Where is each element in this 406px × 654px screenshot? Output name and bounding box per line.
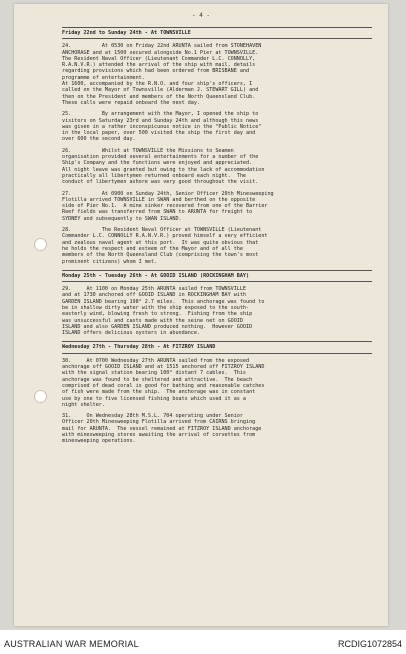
text-line: regarding provisions which had been ordered from BRISBANE and (62, 68, 250, 75)
text-line: comprised of dead coral is good for bathing and reasonable catches (62, 382, 265, 389)
text-line: 29. At 1100 on Monday 25th ARUNTA sailed from TOWNSVILLE (62, 286, 247, 293)
text-line: 28. The Resident Naval Officer at TOWNSVILLE (Lieutenant (62, 227, 262, 234)
text-line: Reef fields was transferred from SWAN to ARUNTA for freight to (62, 209, 253, 216)
paragraph (62, 227, 372, 265)
text-line: then on the President and members of the North Queensland Club. (62, 93, 256, 100)
page-number: - 4 - (191, 12, 211, 19)
text-line: he holds the respect and esteem of the Mayor and of all the (62, 245, 243, 252)
text-line: anchorage was found to be sheltered and attractive. The beach (62, 376, 253, 383)
text-line: was unsuccessful and casts made with the seine net on GOOID (62, 317, 243, 324)
paragraph (62, 413, 372, 444)
archive-footer (0, 630, 406, 654)
text-line: ANCHORAGE and at 1500 secured alongside No.1 Pier at TOWNSVILLE. (62, 49, 259, 56)
document-body (62, 24, 372, 450)
text-line: with minesweeping stores awaiting the arrival of corvettes from (62, 432, 256, 439)
paragraph (62, 148, 372, 186)
section-heading: Friday 22nd to Sunday 24th - At TOWNSVILLE (62, 27, 372, 39)
text-line: be in shallow dirty water with the ship exposed to the south- (62, 304, 250, 311)
section-heading: Monday 25th - Tuesday 26th - At GOOID ISLAND (ROCKINGHAM BAY) (62, 270, 372, 282)
text-line: anchorage off GOOID ISLAND and at 1515 anchored off FITZROY ISLAND (62, 364, 265, 371)
text-line: Flotilla arrived TOWNSVILLE in SWAN and berthed on the opposite (62, 196, 256, 203)
text-line: prominent citizens) whom I met. (62, 258, 158, 265)
text-line: At 1600, accompanied by the R.N.O. and four ship's officers, I (62, 81, 253, 88)
paragraph (62, 358, 372, 408)
document-page (14, 4, 388, 626)
text-line: visitors on Saturday 23rd and Sunday 24th and although this news (62, 117, 259, 124)
text-line: minesweeping operations. (62, 438, 136, 445)
text-line: and zealous naval agent at this port. It was quite obvious that (62, 239, 259, 246)
text-line: These calls were repaid onboard the next day. (62, 99, 201, 106)
text-line: and at 1730 anchored off GOOID ISLAND in ROCKINGHAM BAY with (62, 292, 247, 299)
text-line: All night leave was granted but owing to the lack of accommodation (62, 166, 265, 173)
text-line: practically all libertymen returned onboard each night. The (62, 172, 247, 179)
section-heading: Wednesday 27th - Thursday 28th - At FITZROY ISLAND (62, 341, 372, 353)
text-line: R.A.N.V.R.) attended the arrival of the ship with mail, details (62, 62, 256, 69)
text-line: 25. By arrangement with the Mayor, I opened the ship to (62, 111, 259, 118)
punch-hole (34, 390, 47, 403)
paragraph (62, 286, 372, 336)
text-line: The Resident Naval Officer (Lieutenant Commander L.C. CONNOLLY, (62, 55, 256, 62)
text-line: 26. Whilst at TOWNSVILLE the Missions to Seamen (62, 147, 234, 154)
text-line: Ship's Company and the functions were enjoyed and appreciated. (62, 160, 253, 167)
text-line: organisation provided several entertainments for a number of the (62, 154, 259, 161)
paragraph (62, 111, 372, 142)
text-line: side of Pier No.1. A mine sinker recovered from one of the Barrier (62, 203, 268, 210)
text-line: easterly wind, blowing fresh to strong. Fishing from the ship (62, 311, 253, 318)
text-line: 31. On Wednesday 28th M.S.L. 704 operating under Senior (62, 413, 243, 420)
text-line: of fish were made from the ship. The anchorage was in constant (62, 389, 256, 396)
text-line: 30. At 0700 Wednesday 27th ARUNTA sailed from the exposed (62, 357, 250, 364)
text-line: conduct of libertymen ashore was very good throughout the visit. (62, 179, 259, 186)
text-line: SYDNEY and subsequently to SWAN ISLAND. (62, 215, 182, 222)
text-line: Officer 20th Minesweeping Flotilla arrived from CAIRNS bringing (62, 419, 256, 426)
text-line: programme of entertainment. (62, 74, 145, 81)
punch-hole (34, 238, 47, 251)
text-line: ISLAND offers delicious oysters in abundance. (62, 330, 201, 337)
text-line: was given in a rather inconspicuous notice in the "Public Notice" (62, 123, 262, 130)
text-line: members of the North Queensland Club (comprising the town's most (62, 252, 259, 259)
text-line: with the signal station bearing 100° distant 7 cables. This (62, 370, 247, 377)
paragraph (62, 191, 372, 222)
archive-name: AUSTRALIAN WAR MEMORIAL (4, 639, 139, 649)
text-line: use by one to five licensed fishing boats which used it as a (62, 395, 247, 402)
text-line: 27. At 0900 on Sunday 24th, Senior Officer 20th Minesweeping (62, 190, 274, 197)
text-line: 24. At 0530 on Friday 22nd ARUNTA sailed from STONEHAVEN (62, 43, 262, 50)
text-line: Commander L.C. CONNOLLY R.A.N.V.R.) proved himself a very efficient (62, 233, 268, 240)
text-line: in the local paper, over 500 visited the ship the first day and (62, 130, 256, 137)
paragraph (62, 43, 372, 106)
text-line: ISLAND and also GARDEN ISLAND produced nothing. However GOOID (62, 323, 253, 330)
text-line: night shelter. (62, 401, 105, 408)
archive-reference: RCDIG1072854 (337, 639, 402, 649)
text-line: over 600 the second day. (62, 136, 136, 143)
text-line: mail for ARUNTA. The vessel remained at FITZROY ISLAND anchorage (62, 425, 262, 432)
text-line: GARDEN ISLAND bearing 198° 2.7 miles. This anchorage was found to (62, 298, 265, 305)
text-line: called on the Mayor of Townsville (Alderman J. STEWART GILL) and (62, 87, 259, 94)
